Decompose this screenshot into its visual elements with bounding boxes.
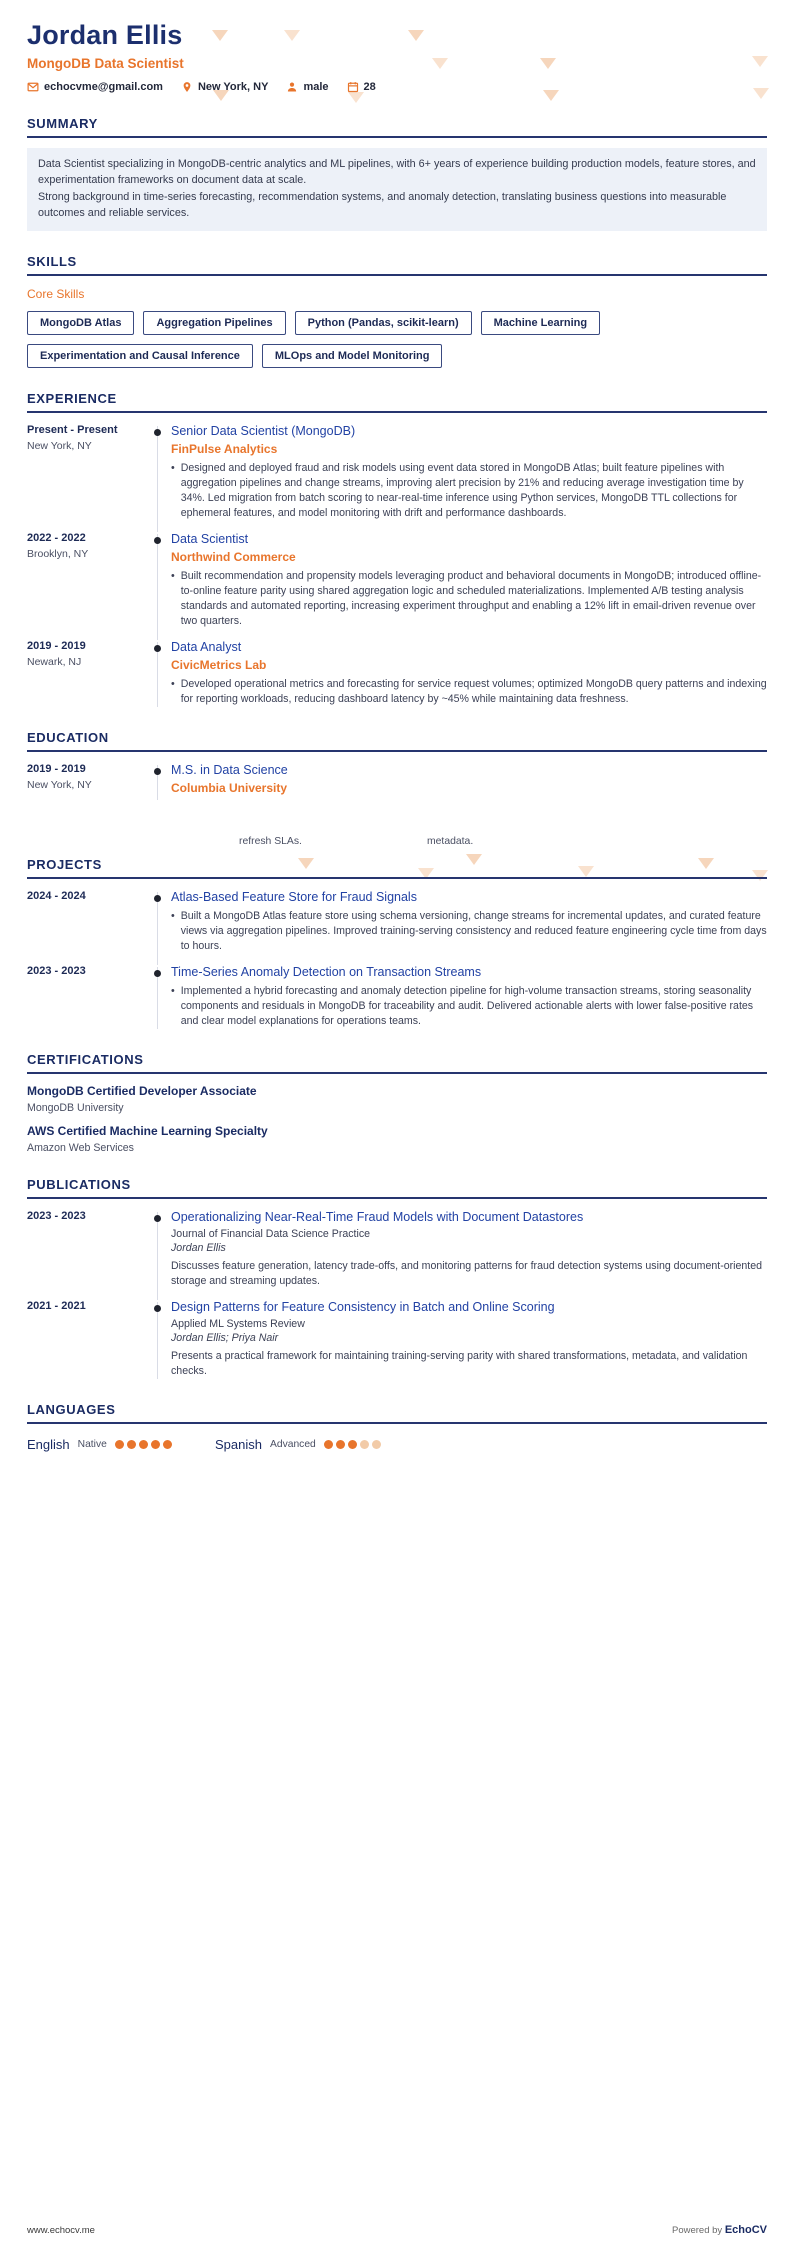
proficiency-dot [127,1440,136,1449]
publication-description: Discusses feature generation, latency trade-offs, and monitoring patterns for fraud detection systems using document-oriented storage and streaming updates. [171,1260,763,1288]
certification-entry [27,1124,767,1154]
proficiency-dot [324,1440,333,1449]
publication-entry [27,1210,767,1289]
entry-company: CivicMetrics Lab [171,657,267,672]
skill-chip: Experimentation and Causal Inference [27,344,253,368]
entry-dates: 2022 - 2022 [27,531,86,544]
section-summary [27,116,767,231]
education-entry [27,763,767,800]
entry-location: Brooklyn, NY [27,547,89,560]
bullet-marker: • [171,677,175,690]
page-break [0,800,794,810]
section-experience [27,391,767,707]
entry-body [171,532,767,629]
person-icon [286,81,298,93]
entry-meta [27,1300,145,1379]
entry-body [171,1210,767,1289]
achievement-text-continuation: refresh SLAs. [239,836,302,847]
languages-empty-column [591,1437,767,1452]
proficiency-dot [151,1440,160,1449]
entry-dates: 2019 - 2019 [27,762,86,775]
education-heading: EDUCATION [27,730,767,752]
projects-heading: PROJECTS [27,857,767,879]
contact-gender-value: male [303,81,329,93]
bullet-text: Implemented a hybrid forecasting and anomaly detection pipeline for high-volume transaction streams, storing seasonality components and residuals in MongoDB for traceability and audit. Delivered actionable alerts with lower false-positive rates and clear model explanations for operations teams. [180,985,754,1028]
brand-link[interactable]: EchoCV [724,2224,767,2236]
languages-heading: LANGUAGES [27,1402,767,1424]
entry-dates: 2023 - 2023 [27,965,86,978]
powered-by-label: Powered by [672,2225,723,2236]
proficiency-dot [163,1440,172,1449]
entry-location: New York, NY [27,778,92,791]
project-title: Atlas-Based Feature Store for Fraud Signals [171,890,417,904]
entry-meta [27,532,145,629]
entry-meta [27,640,145,707]
resume-page-1 [0,0,794,800]
languages-grid [27,1437,767,1452]
entry-role: Senior Data Scientist (MongoDB) [171,423,356,438]
section-certifications [27,1052,767,1154]
proficiency-dot [360,1440,369,1449]
language-name: Spanish [215,1437,262,1453]
contact-age [347,81,376,93]
achievement-text-continuation: metadata. [427,836,474,847]
proficiency-dot [348,1440,357,1449]
entry-location: New York, NY [27,439,92,452]
entry-meta [27,763,145,800]
contact-email-value: echocvme@gmail.com [44,81,163,93]
timeline-marker [145,640,171,707]
bullet-item [171,909,767,954]
timeline-marker [145,532,171,629]
entry-body [171,424,767,521]
contact-location [181,81,269,93]
bullet-marker: • [171,985,175,998]
project-title: Time-Series Anomaly Detection on Transaction Streams [171,965,482,980]
entry-dates: 2024 - 2024 [27,890,86,902]
experience-heading: EXPERIENCE [27,391,767,413]
language-level: Advanced [269,1439,316,1451]
section-skills [27,254,767,368]
entry-company: FinPulse Analytics [171,441,278,456]
language-proficiency-dots [115,1440,172,1449]
entry-body [171,1300,767,1379]
page-footer [27,2216,767,2246]
timeline-marker [145,424,171,521]
entry-dates: Present - Present [27,423,118,436]
publication-title: Operationalizing Near-Real-Time Fraud Models with Document Datastores [171,1210,584,1225]
entry-role: Data Scientist [171,531,249,546]
certification-issuer: MongoDB University [27,1102,124,1115]
footer-powered [672,2224,767,2236]
certification-issuer: Amazon Web Services [27,1142,134,1155]
skills-heading: SKILLS [27,254,767,276]
continuation-spacer [27,836,203,847]
publication-description: Presents a practical framework for maintaining training-serving parity with shared transformations, metadata, and validation checks. [171,1350,748,1378]
entry-bullets [171,909,767,954]
skill-chip: MongoDB Atlas [27,311,134,335]
achievements-continuation-row [27,836,767,847]
summary-paragraph: Data Scientist specializing in MongoDB-centric analytics and ML pipelines, with 6+ years of experience building production models, feature stores, and experimentation frameworks on document data at scale. [38,158,756,186]
section-projects [27,857,767,1029]
summary-heading: SUMMARY [27,116,767,138]
entry-body [171,965,767,1029]
skills-chip-list [27,311,767,368]
bullet-item [171,461,767,521]
language-entry [27,1437,203,1452]
entry-dates: 2023 - 2023 [27,1210,86,1223]
proficiency-dot [336,1440,345,1449]
candidate-name: Jordan Ellis [27,20,183,50]
publication-authors: Jordan Ellis; Priya Nair [171,1332,279,1345]
skill-chip: Python (Pandas, scikit-learn) [295,311,472,335]
summary-paragraph: Strong background in time-series forecasting, recommendation systems, and anomaly detection, translating business questions into measurable outcomes and reliable services. [38,191,727,219]
entry-bullets [171,569,767,629]
bullet-text: Developed operational metrics and forecasting for service request volumes; optimized MongoDB query patterns and indexing for reporting workloads, reducing dashboard latency by ~45% while maintaining data freshness. [180,677,767,705]
calendar-icon [347,81,359,93]
project-entry [27,965,767,1029]
location-pin-icon [181,81,193,93]
entry-dates: 2019 - 2019 [27,639,86,652]
certification-name: MongoDB Certified Developer Associate [27,1084,257,1099]
footer-site-link[interactable]: www.echocv.me [27,2224,95,2236]
candidate-title: MongoDB Data Scientist [27,56,184,71]
email-icon [27,81,39,93]
skill-chip: MLOps and Model Monitoring [262,344,443,368]
publication-title: Design Patterns for Feature Consistency in Batch and Online Scoring [171,1300,555,1315]
publication-journal: Journal of Financial Data Science Practice [171,1228,371,1241]
contact-location-value: New York, NY [197,81,269,93]
languages-empty-column [403,1437,579,1452]
bullet-text: Designed and deployed fraud and risk models using event data stored in MongoDB Atlas; built feature pipelines with aggregation pipelines and change streams, improving alert precision by 21% and reducing average investigation time by 34%. Led migration from batch scoring to near-real-time inference using Python services, MongoDB TTL collections for ephemeral features, and model monitoring with drift and performance dashboards. [180,461,744,519]
section-education [27,730,767,800]
certification-entry [27,1084,767,1114]
entry-body [171,890,767,954]
entry-role: Data Analyst [171,639,242,654]
entry-company: Northwind Commerce [171,549,296,564]
bullet-marker: • [171,910,175,922]
section-publications [27,1177,767,1379]
language-entry [215,1437,391,1452]
continuation-spacer [591,836,767,847]
summary-box [27,148,767,231]
entry-school: Columbia University [171,780,288,795]
skill-chip: Machine Learning [481,311,601,335]
timeline-marker [145,890,171,954]
contact-age-value: 28 [363,81,376,93]
bullet-text: Built a MongoDB Atlas feature store using schema versioning, change streams for incremental updates, and curated feature views via aggregation pipelines. Improved training-serving consistency and reduced feature engineering cycle time from days to hours. [180,910,767,953]
decorative-triangle [348,92,364,103]
language-proficiency-dots [324,1440,381,1449]
skill-chip: Aggregation Pipelines [143,311,285,335]
resume-header [27,20,767,93]
entry-meta [27,890,145,954]
bullet-item [171,677,767,707]
project-entry [27,890,767,954]
certification-name: AWS Certified Machine Learning Specialty [27,1124,268,1139]
bullet-text: Built recommendation and propensity models leveraging product and behavioral documents in MongoDB; introduced offline-to-online feature parity using shared aggregation logic and scheduled materializations. Implemented A/B testing analysis standards and automated reporting, increasing experiment throughput and enabling a 12% lift in email-driven revenue over two quarters. [180,569,762,627]
entry-meta [27,965,145,1029]
timeline-marker [145,763,171,800]
contact-row [27,81,767,93]
entry-body [171,640,767,707]
proficiency-dot [372,1440,381,1449]
resume-page-2 [0,810,794,2246]
certifications-heading: CERTIFICATIONS [27,1052,767,1074]
contact-email[interactable] [27,81,163,93]
bullet-item [171,569,767,629]
entry-bullets [171,677,767,707]
language-level: Native [77,1439,107,1451]
proficiency-dot [115,1440,124,1449]
contact-gender [286,81,328,93]
bullet-item [171,984,767,1029]
publications-heading: PUBLICATIONS [27,1177,767,1199]
entry-dates: 2021 - 2021 [27,1300,86,1313]
experience-entry [27,640,767,707]
entry-bullets [171,984,767,1029]
entry-bullets [171,461,767,521]
bullet-marker: • [171,569,175,582]
entry-location: Newark, NJ [27,655,82,668]
timeline-marker [145,1210,171,1289]
entry-degree: M.S. in Data Science [171,762,288,777]
language-name: English [27,1437,70,1453]
entry-meta [27,1210,145,1289]
entry-body [171,763,767,800]
timeline-marker [145,1300,171,1379]
experience-entry [27,424,767,521]
section-languages [27,1402,767,1452]
entry-meta [27,424,145,521]
skills-group-label: Core Skills [27,286,85,301]
publication-journal: Applied ML Systems Review [171,1318,305,1331]
experience-entry [27,532,767,629]
publication-authors: Jordan Ellis [171,1242,226,1255]
proficiency-dot [139,1440,148,1449]
timeline-marker [145,965,171,1029]
bullet-marker: • [171,461,175,474]
publication-entry [27,1300,767,1379]
